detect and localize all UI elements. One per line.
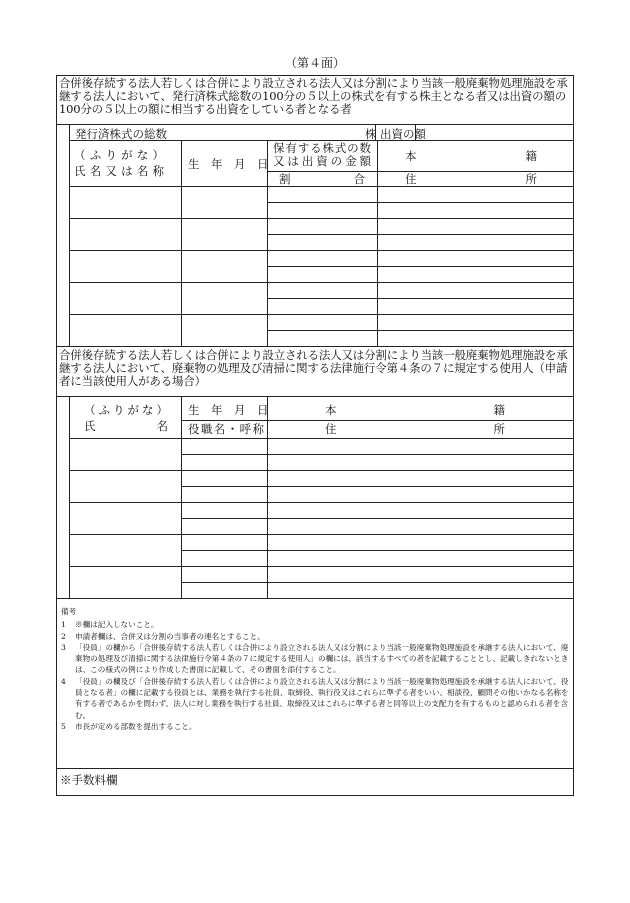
ratio-label: 割合 [279, 172, 365, 186]
capital-label: 出資の額 [380, 127, 426, 141]
holdings-label: 保有する株式の数 [273, 141, 371, 155]
note-item: 2 申請者欄は、合併又は分割の当事者の連名とすること。 [61, 631, 265, 641]
furigana-label: （ふりがな） [74, 148, 164, 162]
domicile-label: 本籍 [405, 149, 537, 163]
section2-heading: 合併後存続する法人若しくは合併により設立される法人又は分割により当該一般廃棄物処理施設を承継する法人において、廃棄物の処理及び清掃に関する法律施行令第４条の７に規定する使用人（申請者に当該使用人がある場合） [59, 348, 568, 388]
section1-heading: 合併後存続する法人若しくは合併により設立される法人又は分割により当該一般廃棄物処理施設を承継する法人において、発行済株式総数の100分の５以上の株式を有する株主となる者又は出資の額の100分の５以上の額に相当する出資をしている者となる者 [59, 76, 568, 116]
form-frame [56, 75, 574, 796]
note-item: 4 「役員」の欄及び「合併後存続する法人若しくは合併により設立される法人又は分割により当該一般廃棄物処理施設を承継する法人において、役員となる者」の欄に記載する役員とは、業務を執行する社員、取締役、執行役又はこれらに準ずる者をいい、相談役、顧問その他いかなる名称を有する者であるかを問わず、法人に対し業務を執行する社員、取締役又はこれらに準ずる者と同等以上の支配力を有するものと認められる者を含む。 [61, 676, 569, 720]
furigana-label-2: （ふりがな） [84, 403, 168, 417]
domicile-label-2: 本籍 [325, 403, 505, 417]
position-label: 役職名・呼称 [188, 422, 264, 436]
birth-label: 生 年 月 日 [188, 157, 269, 171]
address-label-2: 住所 [325, 422, 505, 436]
holdings-label-2: 又は出資の金額 [273, 154, 371, 168]
address-label: 住所 [405, 172, 537, 186]
name-label-2: 氏名 [84, 419, 168, 433]
notes-title: 備考 [61, 607, 77, 616]
shares-unit: 株 [365, 127, 377, 141]
birth-label-2: 生 年 月 日 [188, 403, 269, 417]
notes-section [61, 606, 569, 732]
note-item: 1 ※欄は記入しないこと。 [61, 620, 159, 630]
fee-label: ※手数料欄 [60, 773, 118, 787]
name-label: 氏名又は名称 [74, 164, 164, 178]
divider [57, 124, 573, 125]
issued-shares-label: 発行済株式の総数 [75, 127, 167, 141]
page-title: （第４面） [284, 56, 345, 70]
note-item: 3 「役員」の欄から「合併後存続する法人若しくは合併により設立される法人又は分割により当該一般廃棄物処理施設を承継する法人において、廃棄物の処理及び清掃に関する法律施行令第４条の７に規定する使用人」の欄には、該当するすべての者を記載することとし、記載しきれないときは、この様式の例により作成した書面に記載して、その書面を添付すること。 [61, 642, 569, 675]
note-item: 5 市長が定める部数を提出すること。 [61, 721, 197, 731]
